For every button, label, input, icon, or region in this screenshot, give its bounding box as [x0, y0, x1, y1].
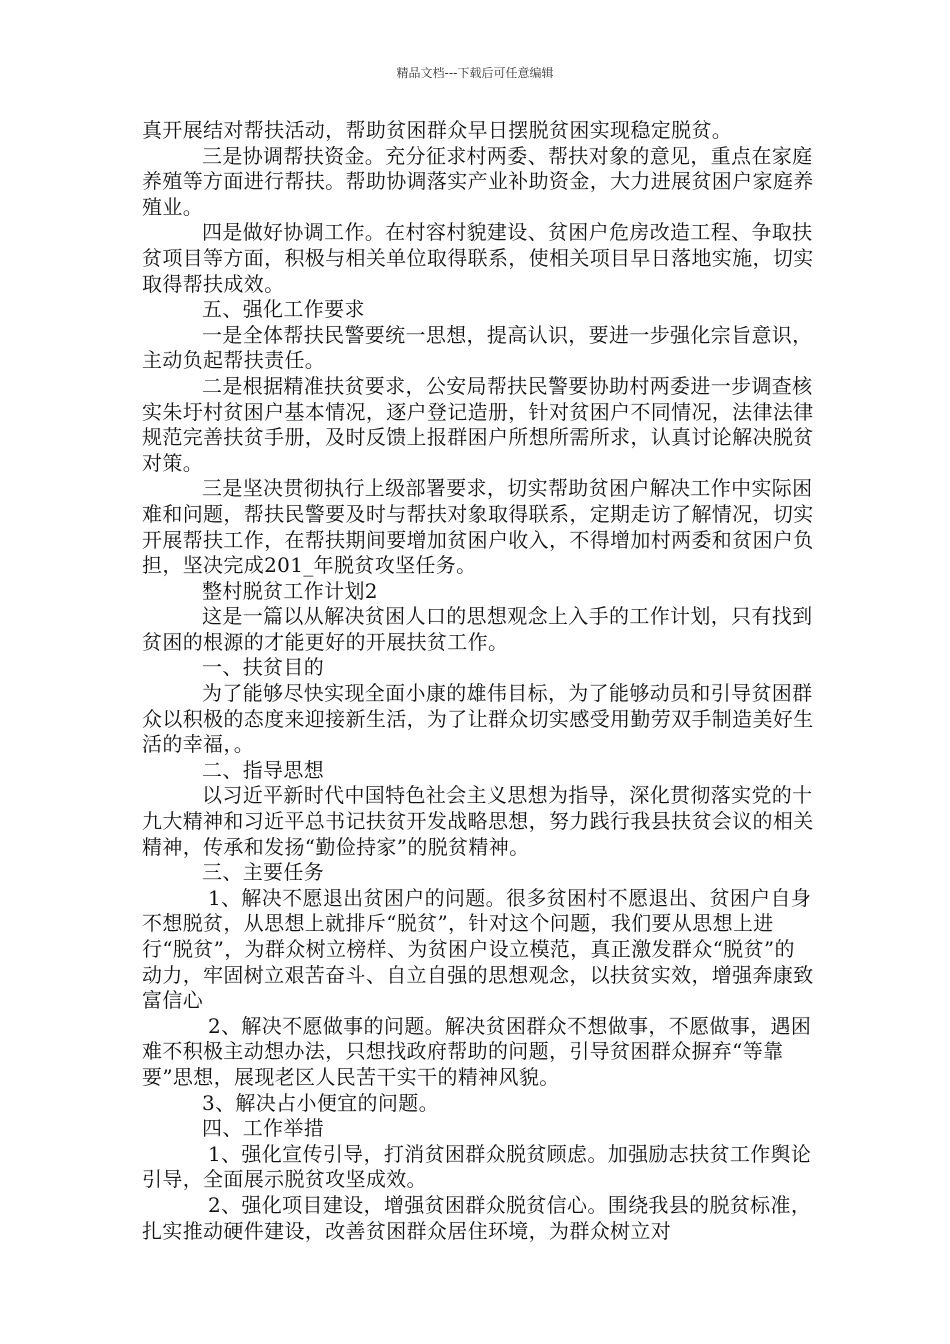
paragraph: 四是做好协调工作。在村容村貌建设、贫困户危房改造工程、争取扶贫项目等方面，积极与相关单位取得联系，使相关项目早日落地实施，切实取得帮扶成效。	[142, 220, 814, 296]
section-heading: 二、指导思想	[202, 757, 325, 782]
paragraph: 这是一篇以从解决贫困人口的思想观念上入手的工作计划，只有找到贫困的根源的才能更好的开展扶贫工作。	[142, 604, 813, 654]
section-heading: 一、扶贫目的	[202, 655, 325, 680]
paragraph: 二是根据精准扶贫要求，公安局帮扶民警要协助村两委进一步调查核实朱圩村贫困户基本情况，逐户登记造册，针对贫困户不同情况，法律法律规范完善扶贫手册，及时反馈上报群困户所想所需所求，认真讨论解决脱贫对策。	[142, 373, 814, 475]
numbered-paragraph: 2、强化项目建设，增强贫困群众脱贫信心。围绕我县的脱贫标准，扎实推动硬件建设，改善贫困群众居住环境，为群众树立对	[142, 1192, 812, 1243]
section-heading: 五、强化工作要求	[202, 297, 365, 322]
paragraph: 一是全体帮扶民警要统一思想，提高认识，要进一步强化宗旨意识，主动负起帮扶责任。	[142, 322, 813, 373]
paragraph: 三是协调帮扶资金。充分征求村两委、帮扶对象的意见，重点在家庭养殖等方面进行帮扶。帮助协调落实产业补助资金，大力进展贫困户家庭养殖业。	[142, 143, 814, 219]
document-subtitle: 整村脱贫工作计划2	[202, 578, 378, 603]
page-header: 精品文档---下载后可任意编辑	[396, 66, 554, 80]
paragraph: 三是坚决贯彻执行上级部署要求，切实帮助贫困户解决工作中实际困难和问题，帮扶民警要及时与帮扶对象取得联系，定期走访了解情况，切实开展帮扶工作，在帮扶期间要增加贫困户收入，不得增加村两委和贫困户负担，坚决完成201_年脱贫攻坚任务。	[142, 476, 814, 578]
numbered-paragraph: 3、解决占小便宜的问题。	[202, 1090, 439, 1115]
section-heading: 四、工作举措	[202, 1116, 325, 1141]
numbered-paragraph: 1、强化宣传引导，打消贫困群众脱贫顾虑。加强励志扶贫工作舆论引导，全面展示脱贫攻坚成效。	[142, 1141, 812, 1192]
paragraph: 以习近平新时代中国特色社会主义思想为指导，深化贯彻落实党的十九大精神和习近平总书记扶贫开发战略思想，努力践行我县扶贫会议的相关精神，传承和发扬“勤俭持家”的脱贫精神。	[142, 783, 814, 859]
paragraph: 为了能够尽快实现全面小康的雄伟目标，为了能够动员和引导贫困群众以积极的态度来迎接新生活，为了让群众切实感受用勤劳双手制造美好生活的幸福，。	[142, 681, 814, 757]
numbered-paragraph: 1、解决不愿退出贫困户的问题。很多贫困村不愿退出、贫困户自身不想脱贫，从思想上就排斥“脱贫”，针对这个问题，我们要从思想上进行“脱贫”，为群众树立榜样、为贫困户设立模范，真正激发群众“脱贫”的动力，牢固树立艰苦奋斗、自立自强的思想观念，以扶贫实效，增强奔康致富信心	[142, 885, 814, 1013]
document-body	[142, 118, 814, 1244]
numbered-paragraph: 2、解决不愿做事的问题。解决贫困群众不想做事，不愿做事，遇困难不积极主动想办法，只想找政府帮助的问题，引导贫困群众摒弃“等靠要”思想，展现老区人民苦干实干的精神风貌。	[142, 1013, 812, 1089]
section-heading: 三、主要任务	[202, 860, 325, 885]
paragraph: 真开展结对帮扶活动，帮助贫困群众早日摆脱贫困实现稳定脱贫。	[142, 118, 733, 142]
